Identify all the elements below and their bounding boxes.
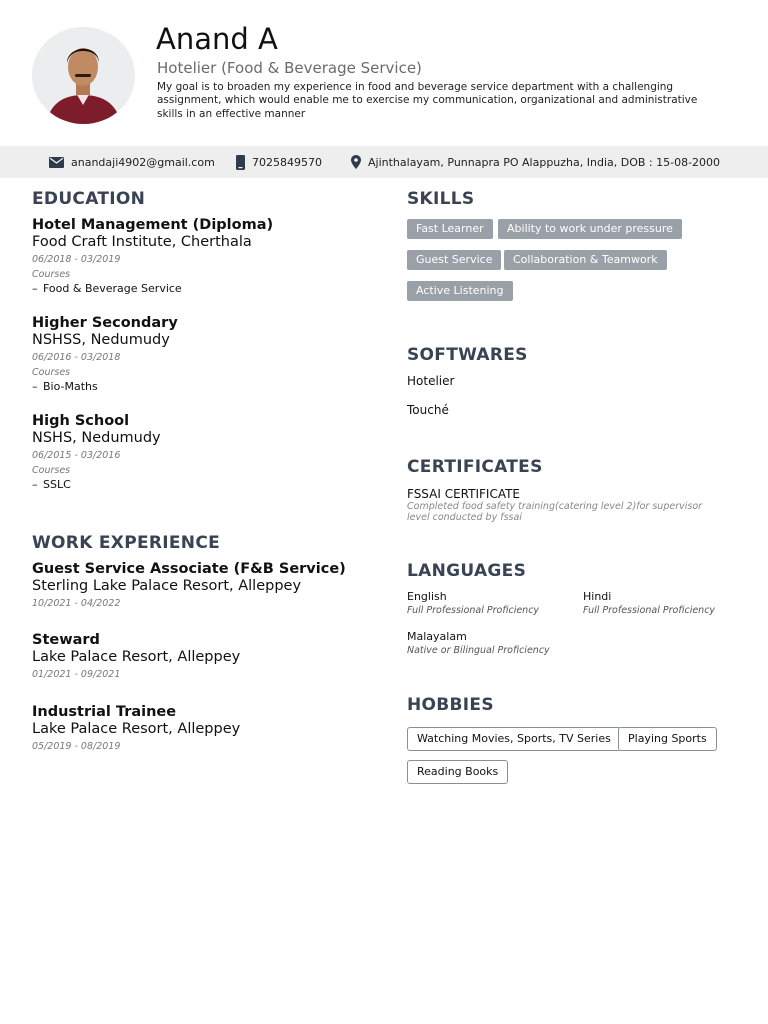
language-item	[583, 590, 715, 617]
location-pin-icon	[351, 155, 361, 169]
language-level: Full Professional Proficiency	[583, 605, 716, 616]
candidate-headline: Hotelier (Food & Beverage Service)	[157, 59, 422, 77]
career-summary: My goal is to broaden my experience in food and beverage service department with a challenging assignment, which would enable me to exercise my communication, organizational and administrative skills in an effective manner	[157, 81, 698, 120]
education-institution: Food Craft Institute, Cherthala	[32, 234, 252, 250]
languages-section-title: LANGUAGES	[407, 561, 527, 581]
candidate-name: Anand A	[156, 22, 278, 56]
education-date: 06/2018 - 03/2019	[32, 254, 121, 265]
education-section-title: EDUCATION	[32, 189, 146, 209]
address-text: Ajinthalayam, Punnapra PO Alappuzha, India, DOB : 15-08-2000	[368, 155, 721, 169]
job-date: 05/2019 - 08/2019	[32, 741, 121, 752]
language-name: Hindi	[583, 590, 612, 603]
hobbies-section-title: HOBBIES	[407, 695, 494, 715]
course-text: SSLC	[43, 478, 71, 491]
phone-text: 7025849570	[252, 155, 322, 169]
phone-icon	[236, 155, 245, 170]
skill-chip: Collaboration & Teamwork	[504, 250, 667, 270]
course-item	[32, 477, 372, 492]
education-degree: High School	[32, 413, 130, 429]
education-entry	[32, 217, 372, 296]
certificates-section-title: CERTIFICATES	[407, 457, 543, 477]
profile-photo	[32, 27, 135, 124]
job-title: Guest Service Associate (F&B Service)	[32, 561, 346, 577]
skill-chip: Active Listening	[407, 281, 513, 301]
education-entry	[32, 413, 372, 492]
course-text: Bio-Maths	[43, 380, 98, 393]
course-item	[32, 379, 372, 394]
skill-chip: Fast Learner	[407, 219, 493, 239]
course-item	[32, 281, 372, 296]
courses-label: Courses	[32, 367, 71, 378]
contact-bar	[0, 146, 768, 178]
courses-label: Courses	[32, 269, 71, 280]
language-level: Full Professional Proficiency	[407, 605, 540, 616]
education-date: 06/2015 - 03/2016	[32, 450, 121, 461]
hobby-tag: Playing Sports	[618, 727, 717, 751]
software-item: Touché	[407, 403, 449, 417]
work-entry	[32, 561, 372, 610]
email-text: anandaji4902@gmail.com	[71, 155, 215, 169]
language-name: English	[407, 590, 447, 603]
employer: Sterling Lake Palace Resort, Alleppey	[32, 578, 302, 594]
certificate-description: Completed food safety training(catering level 2)for supervisor level conducted by fssai	[407, 501, 703, 523]
education-institution: NSHSS, Nedumudy	[32, 332, 170, 348]
software-item: Hotelier	[407, 374, 455, 388]
contact-address	[351, 146, 720, 178]
skill-chip: Ability to work under pressure	[498, 219, 682, 239]
education-date: 06/2016 - 03/2018	[32, 352, 121, 363]
education-entry	[32, 315, 372, 394]
softwares-section-title: SOFTWARES	[407, 345, 528, 365]
list-dash: –	[32, 478, 38, 491]
courses-label: Courses	[32, 465, 71, 476]
employer: Lake Palace Resort, Alleppey	[32, 721, 241, 737]
email-icon	[49, 157, 64, 168]
language-name: Malayalam	[407, 630, 467, 643]
certificate-name: FSSAI CERTIFICATE	[407, 487, 521, 501]
job-date: 10/2021 - 04/2022	[32, 598, 121, 609]
education-degree: Hotel Management (Diploma)	[32, 217, 274, 233]
education-degree: Higher Secondary	[32, 315, 178, 331]
list-dash: –	[32, 380, 38, 393]
job-date: 01/2021 - 09/2021	[32, 669, 121, 680]
skills-section-title: SKILLS	[407, 189, 475, 209]
course-text: Food & Beverage Service	[43, 282, 182, 295]
contact-email[interactable]	[49, 146, 215, 178]
language-item	[407, 590, 539, 617]
job-title: Steward	[32, 632, 100, 648]
language-item	[407, 630, 550, 657]
work-entry	[32, 632, 372, 681]
list-dash: –	[32, 282, 38, 295]
work-entry	[32, 704, 372, 753]
contact-phone[interactable]	[236, 146, 322, 178]
hobby-tag: Watching Movies, Sports, TV Series	[407, 727, 621, 751]
employer: Lake Palace Resort, Alleppey	[32, 649, 241, 665]
person-avatar-icon	[32, 27, 135, 124]
education-institution: NSHS, Nedumudy	[32, 430, 161, 446]
skill-chip: Guest Service	[407, 250, 501, 270]
language-level: Native or Bilingual Proficiency	[407, 645, 550, 656]
work-section-title: WORK EXPERIENCE	[32, 533, 221, 553]
hobby-tag: Reading Books	[407, 760, 508, 784]
job-title: Industrial Trainee	[32, 704, 177, 720]
